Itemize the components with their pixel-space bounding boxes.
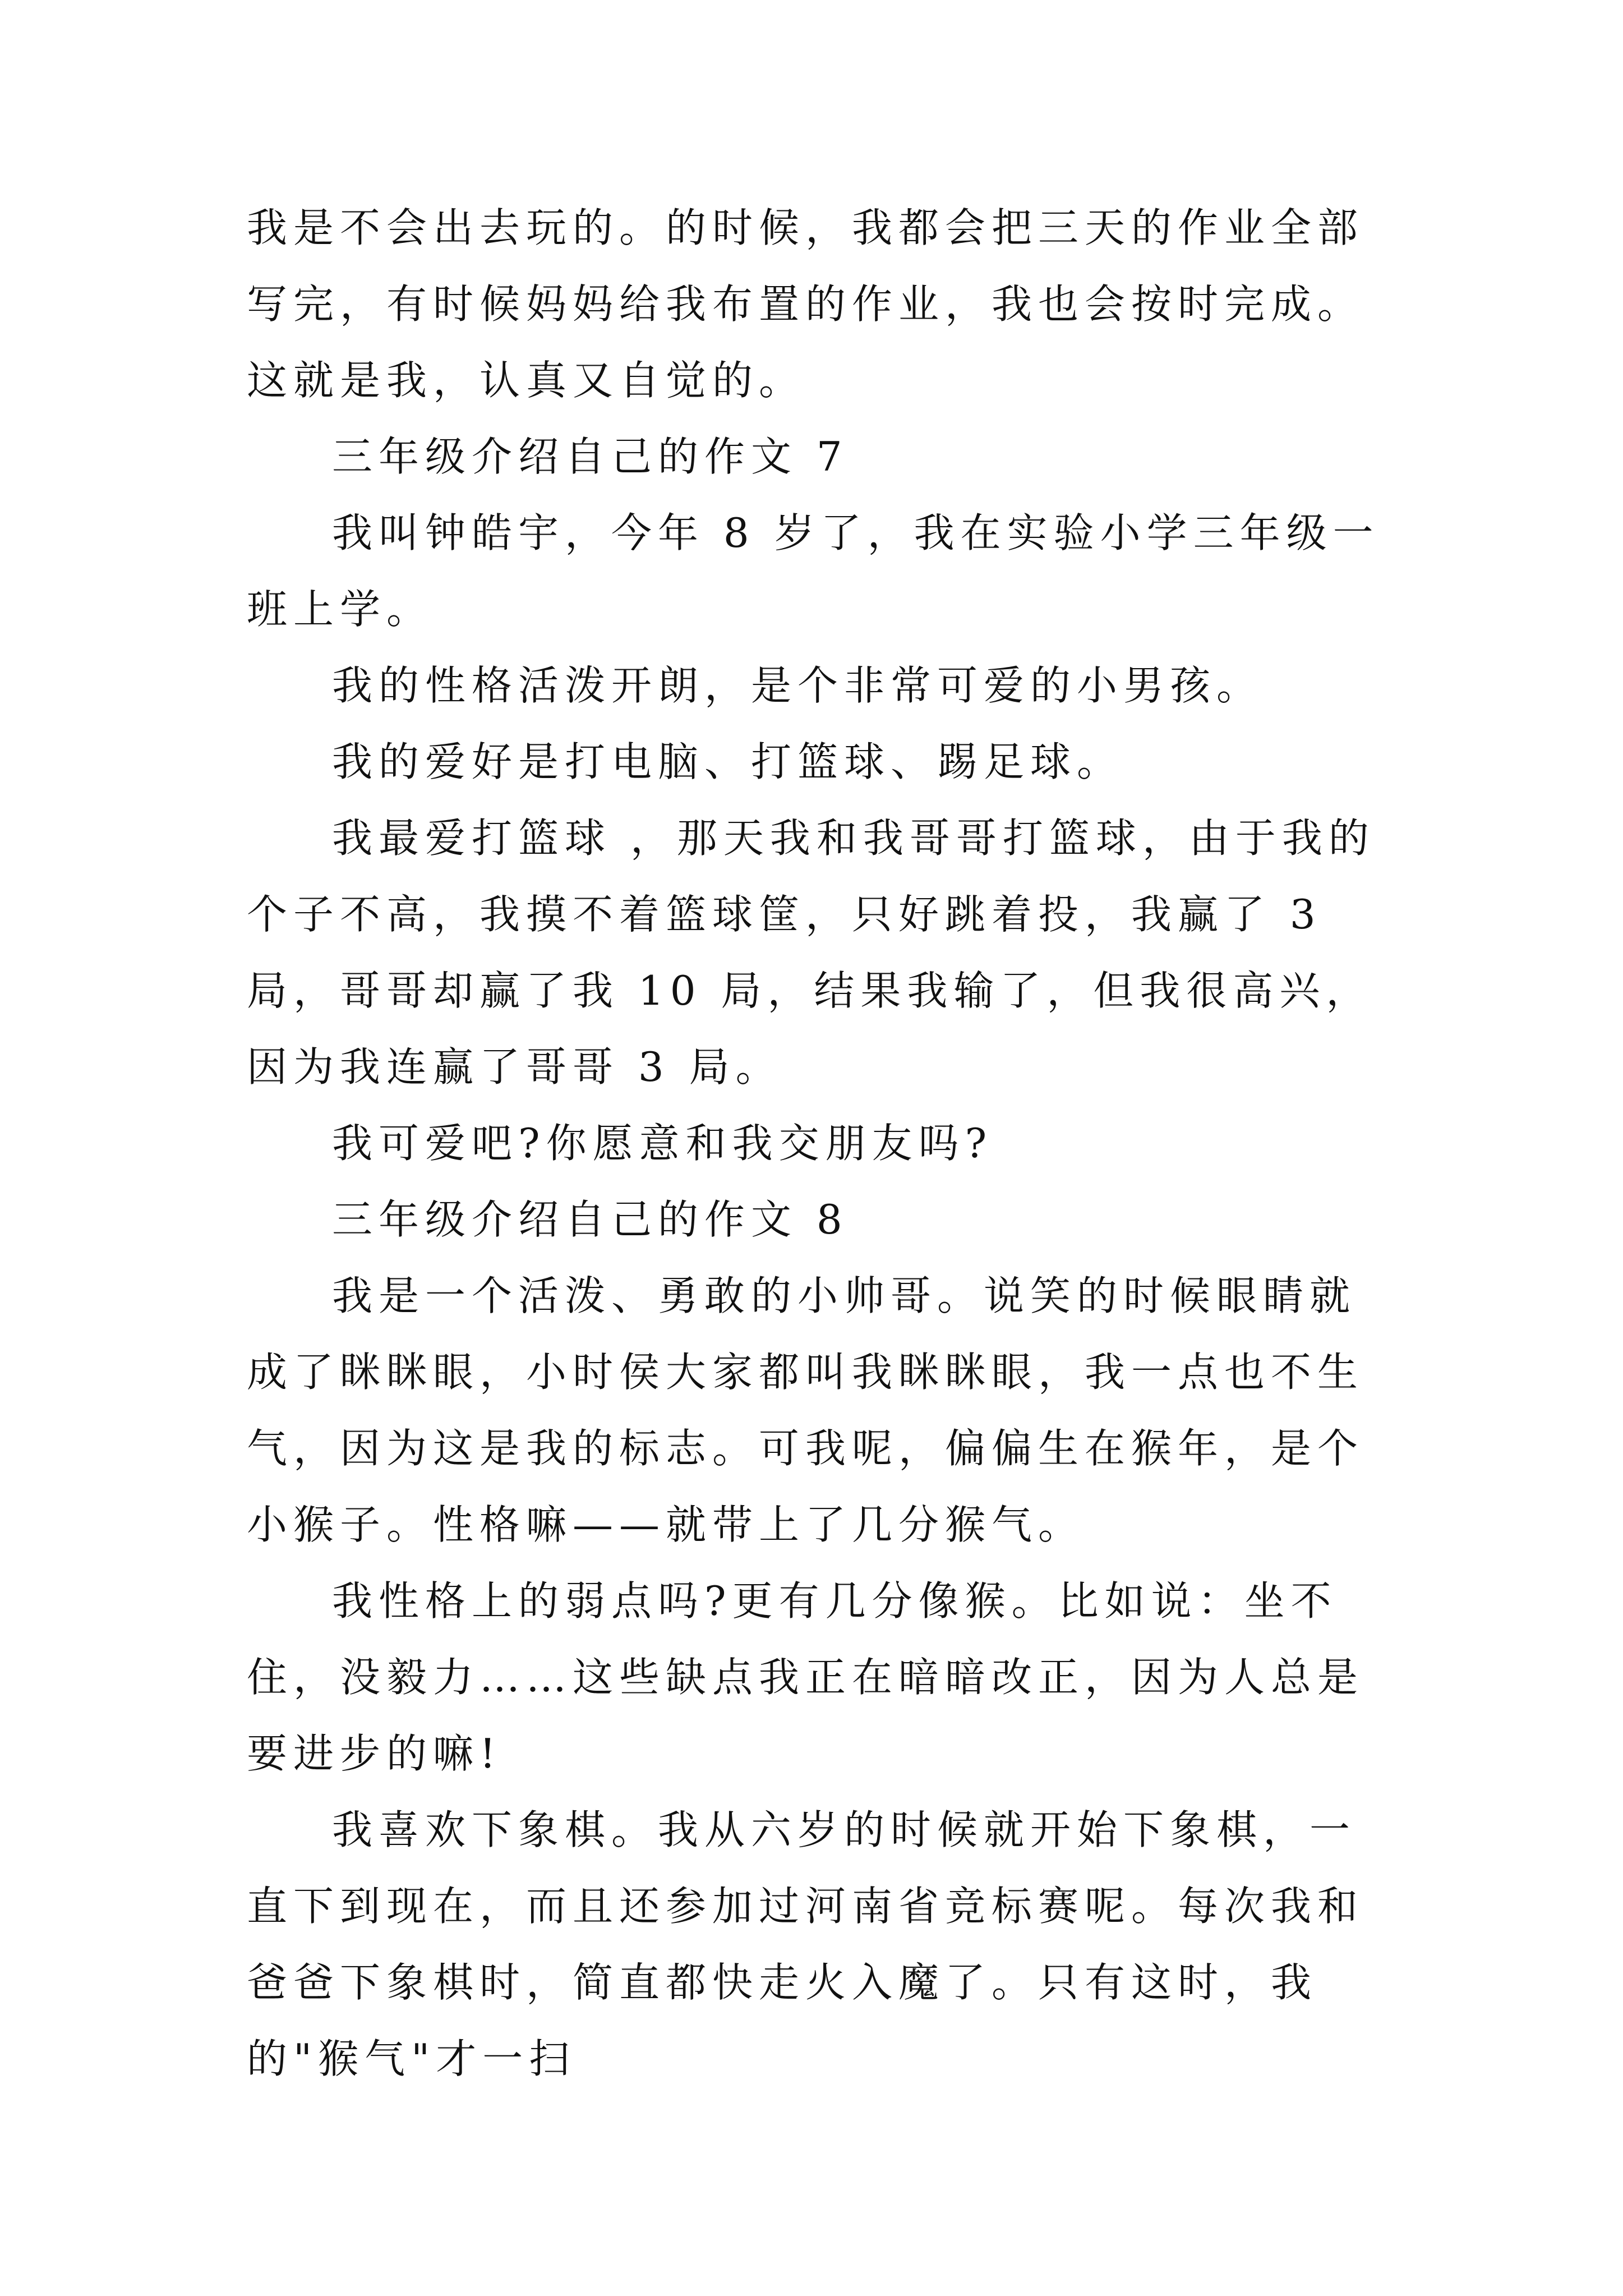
- paragraph-friends: 我可爱吧?你愿意和我交朋友吗?: [332, 1120, 993, 1167]
- document-page: [247, 190, 1386, 2097]
- section-heading-8: 三年级介绍自己的作文 8: [332, 1196, 849, 1243]
- paragraph-hobbies: 我的爱好是打电脑、打篮球、踢足球。: [332, 738, 1124, 785]
- paragraph-chess: 我喜欢下象棋。我从六岁的时候就开始下象棋，一直下到现在，而且还参加过河南省竞标赛呢。每次我和爸爸下象棋时，简直都快走火入魔了。只有这时，我的"猴气"才一扫: [247, 1806, 1364, 2082]
- section-heading-7: 三年级介绍自己的作文 7: [332, 433, 849, 480]
- paragraph-intro-name: 我叫钟皓宇，今年 8 岁了，我在实验小学三年级一班上学。: [247, 509, 1380, 633]
- paragraph-weaknesses: 我性格上的弱点吗?更有几分像猴。比如说：坐不住，没毅力……这些缺点我正在暗暗改正，因为人总是要进步的嘛!: [247, 1577, 1364, 1777]
- paragraph-personality: 我的性格活泼开朗，是个非常可爱的小男孩。: [332, 662, 1264, 709]
- paragraph-self-description: 我是一个活泼、勇敢的小帅哥。说笑的时候眼睛就成了眯眯眼，小时侯大家都叫我眯眯眼，我一点也不生气，因为这是我的标志。可我呢，偏偏生在猴年，是个小猴子。性格嘛——就带上了几分猴气。: [247, 1272, 1364, 1548]
- paragraph-continuation: 我是不会出去玩的。的时候，我都会把三天的作业全部写完，有时候妈妈给我布置的作业，我也会按时完成。这就是我，认真又自觉的。: [247, 204, 1364, 404]
- paragraph-basketball: 我最爱打篮球 ，那天我和我哥哥打篮球，由于我的个子不高，我摸不着篮球筐，只好跳着投，我赢了 3 局，哥哥却赢了我 10 局，结果我输了，但我很高兴，因为我连赢了哥哥 3 局。: [247, 815, 1375, 1091]
